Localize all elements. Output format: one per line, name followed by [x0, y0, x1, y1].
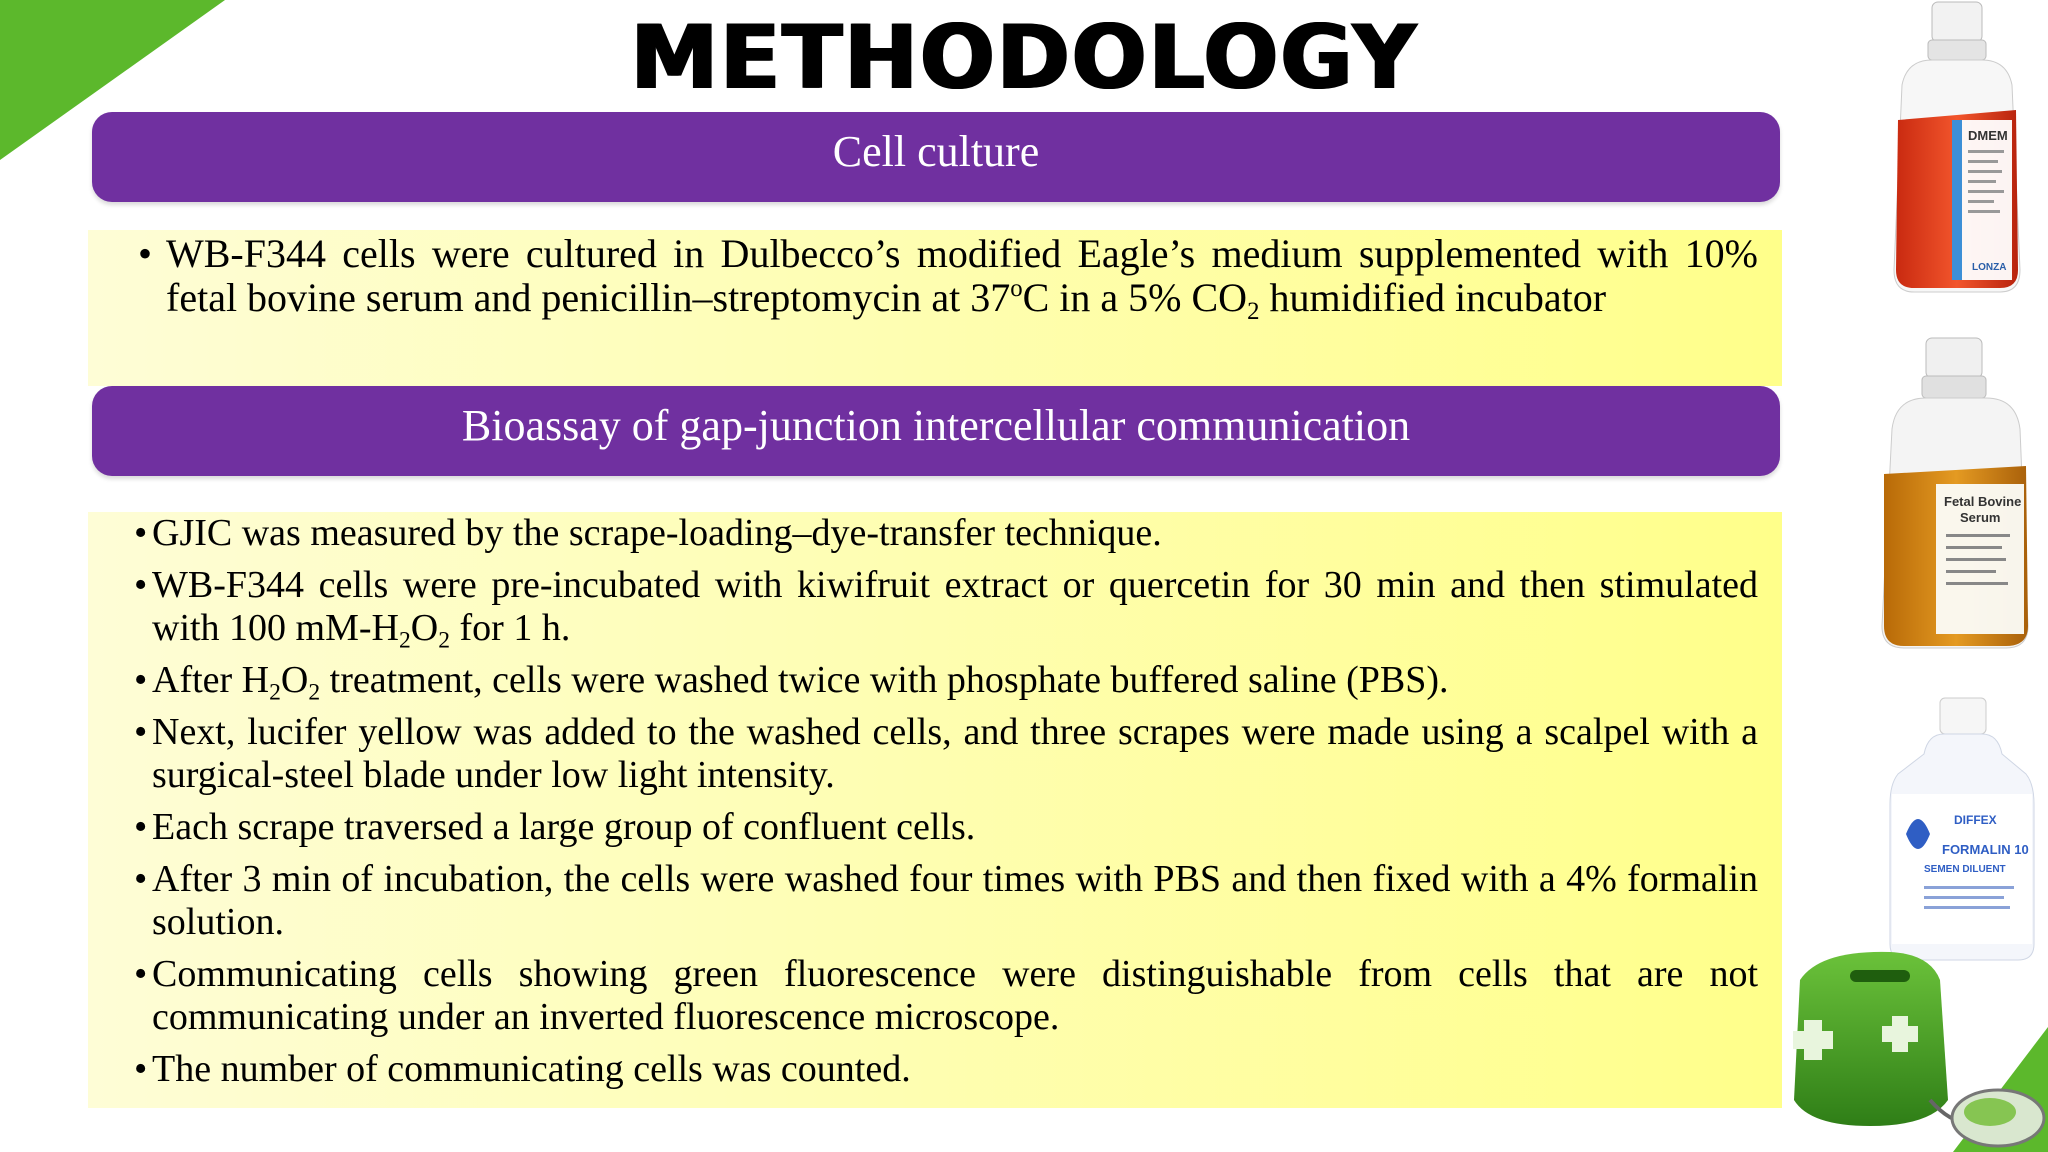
bullet: •	[134, 953, 148, 995]
bullet: •	[134, 806, 148, 848]
subscript: 2	[308, 679, 321, 706]
first-aid-kit-icon	[1780, 950, 2048, 1152]
lonza-brand: LONZA	[1972, 262, 2007, 273]
text-run: Communicating cells showing green fluorescence were distinguishable from cells that are not communicating under an inverted fluorescence microscope.	[152, 953, 1758, 1038]
formalin-bottle-icon	[1884, 694, 2040, 964]
red-medium-bottle-icon	[1872, 0, 2042, 300]
subscript: 2	[438, 627, 451, 654]
list-item	[134, 564, 1758, 654]
text-run: After 3 min of incubation, the cells were washed four times with PBS and then fixed with a 4% formalin solution.	[152, 858, 1758, 943]
text-run: humidified incubator	[1259, 275, 1607, 320]
list-item	[136, 806, 1758, 849]
formalin-label: FORMALIN 10	[1942, 842, 2029, 857]
bullet: •	[134, 564, 148, 606]
text-run: WB-F344 cells were cultured in Dulbecco’s modified Eagle’s medium supplemented with 10% fetal bovine serum and penicillin–streptomycin at 37	[166, 231, 1758, 320]
formalin-sublabel: SEMEN DILUENT	[1924, 864, 2006, 875]
serum-bottle-icon	[1866, 334, 2048, 654]
list-item	[136, 953, 1758, 1039]
cell-culture-paragraph	[138, 231, 1758, 325]
diffex-brand: DIFFEX	[1954, 813, 1997, 827]
text-run: WB-F344 cells were pre-incubated with kiwifruit extract or quercetin for 30 min and then stimulated with 100 mM-H	[152, 564, 1758, 649]
slide-title: METHODOLOGY	[630, 6, 1418, 109]
subscript: 2	[1247, 297, 1260, 325]
list-item	[136, 711, 1758, 797]
text-run: C in a 5% CO	[1022, 275, 1248, 320]
section-header-gjic-bioassay: Bioassay of gap-junction intercellular communication	[92, 386, 1780, 476]
bullet: •	[134, 659, 148, 701]
bullet: •	[134, 711, 148, 753]
text-run: for 1 h.	[450, 607, 571, 649]
superscript: o	[1010, 275, 1023, 303]
bullet: •	[134, 512, 148, 554]
list-item	[134, 659, 1758, 706]
list-item	[136, 858, 1758, 944]
text-run: O	[280, 659, 309, 701]
dmem-label: DMEM	[1968, 128, 2008, 143]
text-run: O	[410, 607, 439, 649]
section-panel-cell-culture	[88, 230, 1782, 386]
text-run: After H	[152, 659, 270, 701]
text-run: GJIC was measured by the scrape-loading–dye-transfer technique.	[152, 512, 1162, 554]
text-run: treatment, cells were washed twice with phosphate buffered saline (PBS).	[320, 659, 1449, 701]
list-item	[136, 1048, 1758, 1091]
subscript: 2	[399, 627, 411, 654]
text-run: The number of communicating cells was counted.	[152, 1048, 911, 1090]
fbs-label-line1: Fetal Bovine	[1944, 494, 2022, 509]
fbs-label-line2: Serum	[1960, 510, 2001, 525]
bullet: •	[134, 858, 148, 900]
text-run: Each scrape traversed a large group of confluent cells.	[152, 806, 976, 848]
bullet: •	[138, 231, 153, 276]
bullet: •	[134, 1048, 148, 1090]
text-run: Next, lucifer yellow was added to the washed cells, and three scrapes were made using a scalpel with a surgical-steel blade under low light intensity.	[152, 711, 1758, 796]
section-header-cell-culture: Cell culture	[92, 112, 1780, 202]
list-item	[136, 512, 1758, 555]
subscript: 2	[269, 679, 281, 706]
section-panel-gjic-bioassay	[88, 512, 1782, 1108]
